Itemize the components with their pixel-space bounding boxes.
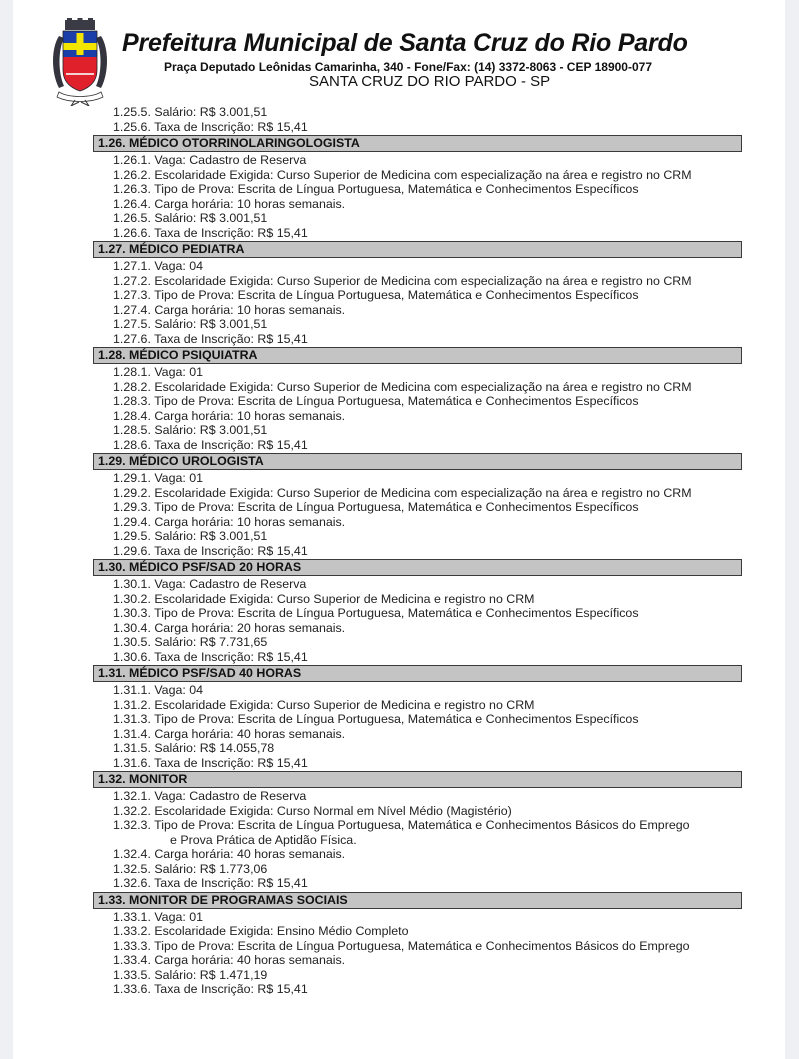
job-section xyxy=(93,892,742,997)
list-item-text: 1.32.2. Escolaridade Exigida: Curso Normal em Nível Médio (Magistério) xyxy=(113,803,512,818)
list-item-text: 1.32.1. Vaga: Cadastro de Reserva xyxy=(113,789,307,803)
list-item xyxy=(93,471,742,486)
list-item xyxy=(93,635,742,650)
section-heading: 1.26. MÉDICO OTORRINOLARINGOLOGISTA xyxy=(93,135,742,152)
list-item xyxy=(93,438,742,453)
list-item xyxy=(93,153,742,168)
list-item xyxy=(93,409,742,424)
list-item xyxy=(93,303,742,318)
list-item-text: 1.31.5. Salário: R$ 14.055,78 xyxy=(113,741,275,755)
list-item-continuation: e Prova Prática de Aptidão Física. xyxy=(170,832,357,847)
list-item xyxy=(93,756,742,771)
list-item xyxy=(93,394,742,409)
list-item-text: 1.30.6. Taxa de Inscrição: R$ 15,41 xyxy=(113,649,308,664)
list-item xyxy=(93,423,742,438)
list-item-text: 1.28.6. Taxa de Inscrição: R$ 15,41 xyxy=(113,437,308,452)
job-section xyxy=(93,559,742,664)
list-item-text: 1.26.4. Carga horária: 10 horas semanais. xyxy=(113,196,346,211)
list-item xyxy=(93,332,742,347)
list-item xyxy=(93,862,742,877)
list-item xyxy=(93,683,742,698)
job-section xyxy=(93,135,742,240)
list-item-text: 1.31.6. Taxa de Inscrição: R$ 15,41 xyxy=(113,755,308,770)
list-item xyxy=(93,939,742,954)
list-item-text: 1.33.4. Carga horária: 40 horas semanais. xyxy=(113,953,346,967)
list-item xyxy=(93,259,742,274)
header-city: SANTA CRUZ DO RIO PARDO - SP xyxy=(309,73,551,90)
list-item xyxy=(93,288,742,303)
list-item-text: 1.28.2. Escolaridade Exigida: Curso Superior de Medicina com especialização na área e registro no CRM xyxy=(113,379,692,394)
list-item-text: 1.31.1. Vaga: 04 xyxy=(113,683,204,697)
list-item-text: 1.30.2. Escolaridade Exigida: Curso Superior de Medicina e registro no CRM xyxy=(113,591,535,606)
list-item xyxy=(93,650,742,665)
list-item-text: 1.30.5. Salário: R$ 7.731,65 xyxy=(113,635,268,649)
list-item-text: 1.33.2. Escolaridade Exigida: Ensino Médio Completo xyxy=(113,924,409,938)
list-item xyxy=(93,380,742,395)
list-item-text: 1.27.6. Taxa de Inscrição: R$ 15,41 xyxy=(113,331,308,346)
section-heading: 1.32. MONITOR xyxy=(93,771,742,788)
document-body xyxy=(93,105,742,997)
list-item-text: 1.29.1. Vaga: 01 xyxy=(113,471,204,485)
list-item xyxy=(93,847,742,862)
list-item xyxy=(93,274,742,289)
list-item-text: 1.29.4. Carga horária: 10 horas semanais. xyxy=(113,514,346,529)
list-item xyxy=(93,211,742,226)
list-item-text: 1.33.3. Tipo de Prova: Escrita de Língua Portuguesa, Matemática e Conhecimentos Básicos do Emprego xyxy=(113,938,690,953)
list-item xyxy=(93,804,742,819)
list-item-text: 1.28.3. Tipo de Prova: Escrita de Língua Portuguesa, Matemática e Conhecimentos Específicos xyxy=(113,394,639,408)
list-item-text: 1.26.2. Escolaridade Exigida: Curso Superior de Medicina com especialização na área e registro no CRM xyxy=(113,167,692,182)
list-item-text: 1.26.6. Taxa de Inscrição: R$ 15,41 xyxy=(113,225,308,240)
job-section xyxy=(93,347,742,452)
list-item-text: 1.32.5. Salário: R$ 1.773,06 xyxy=(113,861,268,876)
list-item xyxy=(93,544,742,559)
section-heading: 1.27. MÉDICO PEDIATRA xyxy=(93,241,742,258)
section-heading: 1.29. MÉDICO UROLOGISTA xyxy=(93,453,742,470)
list-item xyxy=(93,365,742,380)
list-item xyxy=(93,953,742,968)
job-section xyxy=(93,771,742,891)
list-item xyxy=(93,197,742,212)
header-address: Praça Deputado Leônidas Camarinha, 340 - Fone/Fax: (14) 3372-8063 - CEP 18900-077 xyxy=(164,60,652,74)
letterhead xyxy=(13,0,785,105)
list-item xyxy=(93,818,742,847)
list-item xyxy=(93,712,742,727)
job-section xyxy=(93,453,742,558)
job-sections xyxy=(93,135,742,997)
list-item-text: 1.33.1. Vaga: 01 xyxy=(113,909,204,924)
list-item-text: 1.29.5. Salário: R$ 3.001,51 xyxy=(113,529,268,543)
list-item-text: 1.29.3. Tipo de Prova: Escrita de Língua Portuguesa, Matemática e Conhecimentos Específicos xyxy=(113,500,639,514)
list-item xyxy=(93,500,742,515)
section-heading: 1.28. MÉDICO PSIQUIATRA xyxy=(93,347,742,364)
job-section xyxy=(93,665,742,770)
list-item-text: 1.26.1. Vaga: Cadastro de Reserva xyxy=(113,153,307,167)
list-item-text: 1.33.5. Salário: R$ 1.471,19 xyxy=(113,967,268,982)
list-item xyxy=(93,698,742,713)
list-item xyxy=(93,226,742,241)
job-section xyxy=(93,241,742,346)
list-item xyxy=(93,486,742,501)
list-item xyxy=(93,515,742,530)
list-item-text: 1.32.6. Taxa de Inscrição: R$ 15,41 xyxy=(113,876,308,890)
list-item: 1.25.5. Salário: R$ 3.001,51 xyxy=(113,105,268,119)
section-heading: 1.31. MÉDICO PSF/SAD 40 HORAS xyxy=(93,665,742,682)
list-item-text: 1.26.3. Tipo de Prova: Escrita de Língua Portuguesa, Matemática e Conhecimentos Específicos xyxy=(113,182,639,196)
list-item-text: 1.27.4. Carga horária: 10 horas semanais. xyxy=(113,302,346,317)
list-item-text: 1.30.4. Carga horária: 20 horas semanais. xyxy=(113,620,346,635)
list-item-text: 1.32.4. Carga horária: 40 horas semanais. xyxy=(113,847,346,861)
list-item-text: 1.30.1. Vaga: Cadastro de Reserva xyxy=(113,577,307,591)
leading-items xyxy=(93,105,742,134)
list-item-text: 1.29.6. Taxa de Inscrição: R$ 15,41 xyxy=(113,543,308,558)
list-item xyxy=(93,982,742,997)
list-item xyxy=(93,317,742,332)
list-item-text: 1.32.3. Tipo de Prova: Escrita de Língua Portuguesa, Matemática e Conhecimentos Básicos do Emprego xyxy=(113,818,690,832)
list-item xyxy=(93,924,742,939)
list-item xyxy=(93,606,742,621)
list-item xyxy=(93,577,742,592)
list-item xyxy=(93,910,742,925)
section-heading: 1.30. MÉDICO PSF/SAD 20 HORAS xyxy=(93,559,742,576)
list-item xyxy=(93,592,742,607)
list-item-text: 1.31.4. Carga horária: 40 horas semanais. xyxy=(113,726,346,741)
list-item xyxy=(93,621,742,636)
list-item-text: 1.31.2. Escolaridade Exigida: Curso Superior de Medicina e registro no CRM xyxy=(113,697,535,712)
list-item-text: 1.27.1. Vaga: 04 xyxy=(113,259,204,273)
list-item xyxy=(93,727,742,742)
list-item-text: 1.27.2. Escolaridade Exigida: Curso Superior de Medicina com especialização na área e registro no CRM xyxy=(113,273,692,288)
list-item-text: 1.28.4. Carga horária: 10 horas semanais. xyxy=(113,408,346,423)
list-item-text: 1.27.5. Salário: R$ 3.001,51 xyxy=(113,317,268,331)
list-item-text: 1.33.6. Taxa de Inscrição: R$ 15,41 xyxy=(113,982,308,996)
list-item: 1.25.6. Taxa de Inscrição: R$ 15,41 xyxy=(113,119,308,134)
list-item-text: 1.28.5. Salário: R$ 3.001,51 xyxy=(113,423,268,437)
list-item xyxy=(93,529,742,544)
list-item xyxy=(93,789,742,804)
header-title: Prefeitura Municipal de Santa Cruz do Rio Pardo xyxy=(122,29,688,57)
list-item-text: 1.27.3. Tipo de Prova: Escrita de Língua Portuguesa, Matemática e Conhecimentos Específicos xyxy=(113,288,639,302)
list-item-text: 1.28.1. Vaga: 01 xyxy=(113,365,204,379)
list-item xyxy=(93,741,742,756)
list-item-text: 1.31.3. Tipo de Prova: Escrita de Língua Portuguesa, Matemática e Conhecimentos Específicos xyxy=(113,712,639,726)
list-item-text: 1.29.2. Escolaridade Exigida: Curso Superior de Medicina com especialização na área e registro no CRM xyxy=(113,485,692,500)
coat-of-arms-icon xyxy=(51,18,109,106)
list-item xyxy=(93,168,742,183)
list-item xyxy=(93,968,742,983)
document-page xyxy=(13,0,785,1059)
section-heading: 1.33. MONITOR DE PROGRAMAS SOCIAIS xyxy=(93,892,742,909)
list-item-text: 1.26.5. Salário: R$ 3.001,51 xyxy=(113,211,268,225)
list-item xyxy=(93,876,742,891)
list-item-text: 1.30.3. Tipo de Prova: Escrita de Língua Portuguesa, Matemática e Conhecimentos Específicos xyxy=(113,606,639,620)
list-item xyxy=(93,182,742,197)
